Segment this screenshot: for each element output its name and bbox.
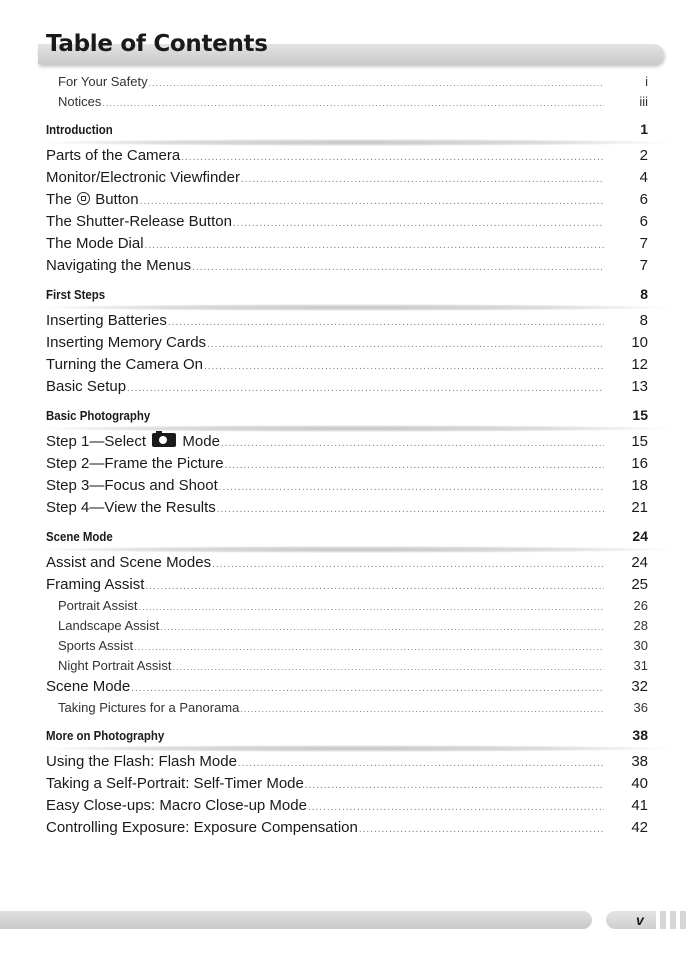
toc-entry-label: Inserting Memory Cards bbox=[46, 334, 207, 351]
toc-entry-label: Step 4—View the Results bbox=[46, 499, 216, 516]
section-heading[interactable] bbox=[46, 283, 648, 305]
toc-entry-label: Easy Close-ups: Macro Close-up Mode bbox=[46, 797, 307, 814]
toc-entry[interactable] bbox=[46, 552, 648, 574]
section-title: First Steps bbox=[46, 287, 106, 302]
toc-entry-label: For Your Safety bbox=[58, 74, 148, 89]
section-heading[interactable] bbox=[46, 404, 648, 426]
section-heading[interactable] bbox=[46, 724, 648, 746]
footer-stripe bbox=[680, 911, 686, 929]
dot-leader bbox=[305, 775, 604, 797]
dot-leader bbox=[140, 191, 604, 213]
toc-entry-page: 15 bbox=[631, 433, 648, 450]
toc-entry[interactable] bbox=[46, 376, 648, 398]
page-title: Table of Contents bbox=[46, 31, 268, 57]
toc-entry[interactable] bbox=[46, 676, 648, 698]
dot-leader bbox=[221, 433, 604, 455]
dot-leader bbox=[134, 637, 604, 657]
footer-stripe bbox=[670, 911, 676, 929]
toc-entry-page: 26 bbox=[633, 598, 648, 613]
toc-entry-label: Sports Assist bbox=[58, 638, 134, 653]
toc-entry[interactable] bbox=[46, 616, 648, 636]
camera-auto-mode-icon bbox=[152, 433, 176, 447]
toc-entry-page: 38 bbox=[631, 753, 648, 770]
toc-entry-label: Taking a Self-Portrait: Self-Timer Mode bbox=[46, 775, 304, 792]
toc-entry-label: Portrait Assist bbox=[58, 598, 138, 613]
toc-entry-label: Controlling Exposure: Exposure Compensation bbox=[46, 819, 358, 836]
dot-leader bbox=[217, 499, 604, 521]
toc-entry[interactable] bbox=[46, 92, 648, 112]
toc-entry-page: 28 bbox=[633, 618, 648, 633]
table-of-contents bbox=[46, 72, 648, 839]
toc-entry-label: Step 3—Focus and Shoot bbox=[46, 477, 218, 494]
toc-entry-page: 8 bbox=[639, 312, 648, 329]
section-title: Scene Mode bbox=[46, 529, 113, 544]
toc-entry-label: Assist and Scene Modes bbox=[46, 554, 212, 571]
dot-leader bbox=[127, 378, 604, 400]
section-page: 8 bbox=[640, 286, 648, 302]
dot-leader bbox=[219, 477, 604, 499]
toc-entry-label: Taking Pictures for a Panorama bbox=[58, 700, 240, 715]
toc-entry-label bbox=[46, 431, 220, 453]
dot-leader bbox=[181, 147, 604, 169]
dot-leader bbox=[192, 257, 604, 279]
section-heading[interactable] bbox=[46, 118, 648, 140]
toc-entry-label: Parts of the Camera bbox=[46, 147, 181, 164]
dot-leader bbox=[172, 657, 604, 677]
toc-entry[interactable] bbox=[46, 255, 648, 277]
toc-entry-page: 42 bbox=[631, 819, 648, 836]
toc-entry-page: i bbox=[645, 74, 648, 89]
toc-entry-page: 24 bbox=[631, 554, 648, 571]
toc-entry[interactable] bbox=[46, 795, 648, 817]
dot-leader bbox=[149, 73, 604, 93]
dot-leader bbox=[207, 334, 604, 356]
toc-entry-page: 7 bbox=[639, 235, 648, 252]
toc-entry-label: Step 2—Frame the Picture bbox=[46, 455, 224, 472]
dot-leader bbox=[212, 554, 604, 576]
dot-leader bbox=[145, 576, 604, 598]
dot-leader bbox=[102, 93, 604, 113]
section-heading[interactable] bbox=[46, 525, 648, 547]
dot-leader bbox=[240, 699, 604, 719]
dot-leader bbox=[145, 235, 604, 257]
toc-entry-page: 16 bbox=[631, 455, 648, 472]
toc-entry-page: 13 bbox=[631, 378, 648, 395]
toc-entry-page: 18 bbox=[631, 477, 648, 494]
toc-entry[interactable] bbox=[46, 751, 648, 773]
toc-entry-label: The Mode Dial bbox=[46, 235, 144, 252]
toc-entry[interactable] bbox=[46, 189, 648, 211]
toc-entry-label: Notices bbox=[58, 94, 102, 109]
toc-entry[interactable] bbox=[46, 332, 648, 354]
toc-entry-page: iii bbox=[639, 94, 648, 109]
toc-entry[interactable] bbox=[46, 453, 648, 475]
dot-leader bbox=[131, 678, 604, 700]
toc-entry-label-end: Mode bbox=[182, 433, 220, 450]
toc-entry[interactable] bbox=[46, 167, 648, 189]
toc-entry[interactable] bbox=[46, 497, 648, 519]
toc-entry-label bbox=[46, 189, 139, 211]
toc-entry-label: Inserting Batteries bbox=[46, 312, 167, 329]
toc-entry[interactable] bbox=[46, 475, 648, 497]
dot-leader bbox=[225, 455, 604, 477]
dot-leader bbox=[359, 819, 604, 841]
toc-entry-page: 32 bbox=[631, 678, 648, 695]
toc-entry[interactable] bbox=[46, 698, 648, 718]
toc-entry-page: 10 bbox=[631, 334, 648, 351]
dot-leader bbox=[160, 617, 604, 637]
section-title: More on Photography bbox=[46, 728, 165, 743]
folio-tab bbox=[606, 911, 656, 929]
section-page: 38 bbox=[632, 727, 648, 743]
toc-entry[interactable] bbox=[46, 574, 648, 596]
dot-leader bbox=[138, 597, 604, 617]
ok-button-icon bbox=[77, 192, 90, 205]
toc-entry[interactable] bbox=[46, 431, 648, 453]
footer-bar bbox=[0, 911, 592, 929]
toc-entry-label-start: Step 1—Select bbox=[46, 433, 147, 450]
toc-entry-page: 31 bbox=[633, 658, 648, 673]
toc-entry-label: Framing Assist bbox=[46, 576, 145, 593]
toc-entry-label-end: Button bbox=[95, 191, 139, 208]
toc-entry-label: Turning the Camera On bbox=[46, 356, 204, 373]
dot-leader bbox=[233, 213, 604, 235]
toc-entry[interactable] bbox=[46, 310, 648, 332]
toc-entry-page: 6 bbox=[639, 191, 648, 208]
toc-entry-label-start: The bbox=[46, 191, 72, 208]
dot-leader bbox=[238, 753, 604, 775]
toc-entry-page: 36 bbox=[633, 700, 648, 715]
toc-entry[interactable] bbox=[46, 596, 648, 616]
toc-entry-page: 21 bbox=[631, 499, 648, 516]
toc-entry-label: Landscape Assist bbox=[58, 618, 160, 633]
section-title: Introduction bbox=[46, 122, 113, 137]
dot-leader bbox=[241, 169, 604, 191]
toc-entry-label: Using the Flash: Flash Mode bbox=[46, 753, 237, 770]
dot-leader bbox=[204, 356, 604, 378]
dot-leader bbox=[308, 797, 604, 819]
toc-entry[interactable] bbox=[46, 211, 648, 233]
toc-entry[interactable] bbox=[46, 773, 648, 795]
toc-entry[interactable] bbox=[46, 145, 648, 167]
toc-entry-label: Scene Mode bbox=[46, 678, 131, 695]
toc-entry-page: 30 bbox=[633, 638, 648, 653]
toc-entry-page: 25 bbox=[631, 576, 648, 593]
toc-entry-page: 41 bbox=[631, 797, 648, 814]
dot-leader bbox=[168, 312, 604, 334]
toc-entry-page: 6 bbox=[639, 213, 648, 230]
toc-entry-page: 4 bbox=[639, 169, 648, 186]
toc-entry[interactable] bbox=[46, 233, 648, 255]
toc-entry-label: Navigating the Menus bbox=[46, 257, 192, 274]
toc-entry[interactable] bbox=[46, 72, 648, 92]
toc-entry[interactable] bbox=[46, 656, 648, 676]
toc-entry-page: 2 bbox=[639, 147, 648, 164]
section-page: 24 bbox=[632, 528, 648, 544]
section-title: Basic Photography bbox=[46, 408, 151, 423]
toc-entry[interactable] bbox=[46, 636, 648, 656]
toc-entry-label: Monitor/Electronic Viewfinder bbox=[46, 169, 240, 186]
toc-entry-page: 40 bbox=[631, 775, 648, 792]
toc-entry-page: 12 bbox=[631, 356, 648, 373]
toc-entry-label: Night Portrait Assist bbox=[58, 658, 172, 673]
page-number: v bbox=[636, 912, 644, 928]
toc-entry-page: 7 bbox=[639, 257, 648, 274]
footer-stripe bbox=[660, 911, 666, 929]
toc-entry-label: Basic Setup bbox=[46, 378, 127, 395]
toc-entry[interactable] bbox=[46, 354, 648, 376]
section-page: 1 bbox=[640, 121, 648, 137]
section-page: 15 bbox=[632, 407, 648, 423]
toc-entry[interactable] bbox=[46, 817, 648, 839]
toc-entry-label: The Shutter-Release Button bbox=[46, 213, 232, 230]
